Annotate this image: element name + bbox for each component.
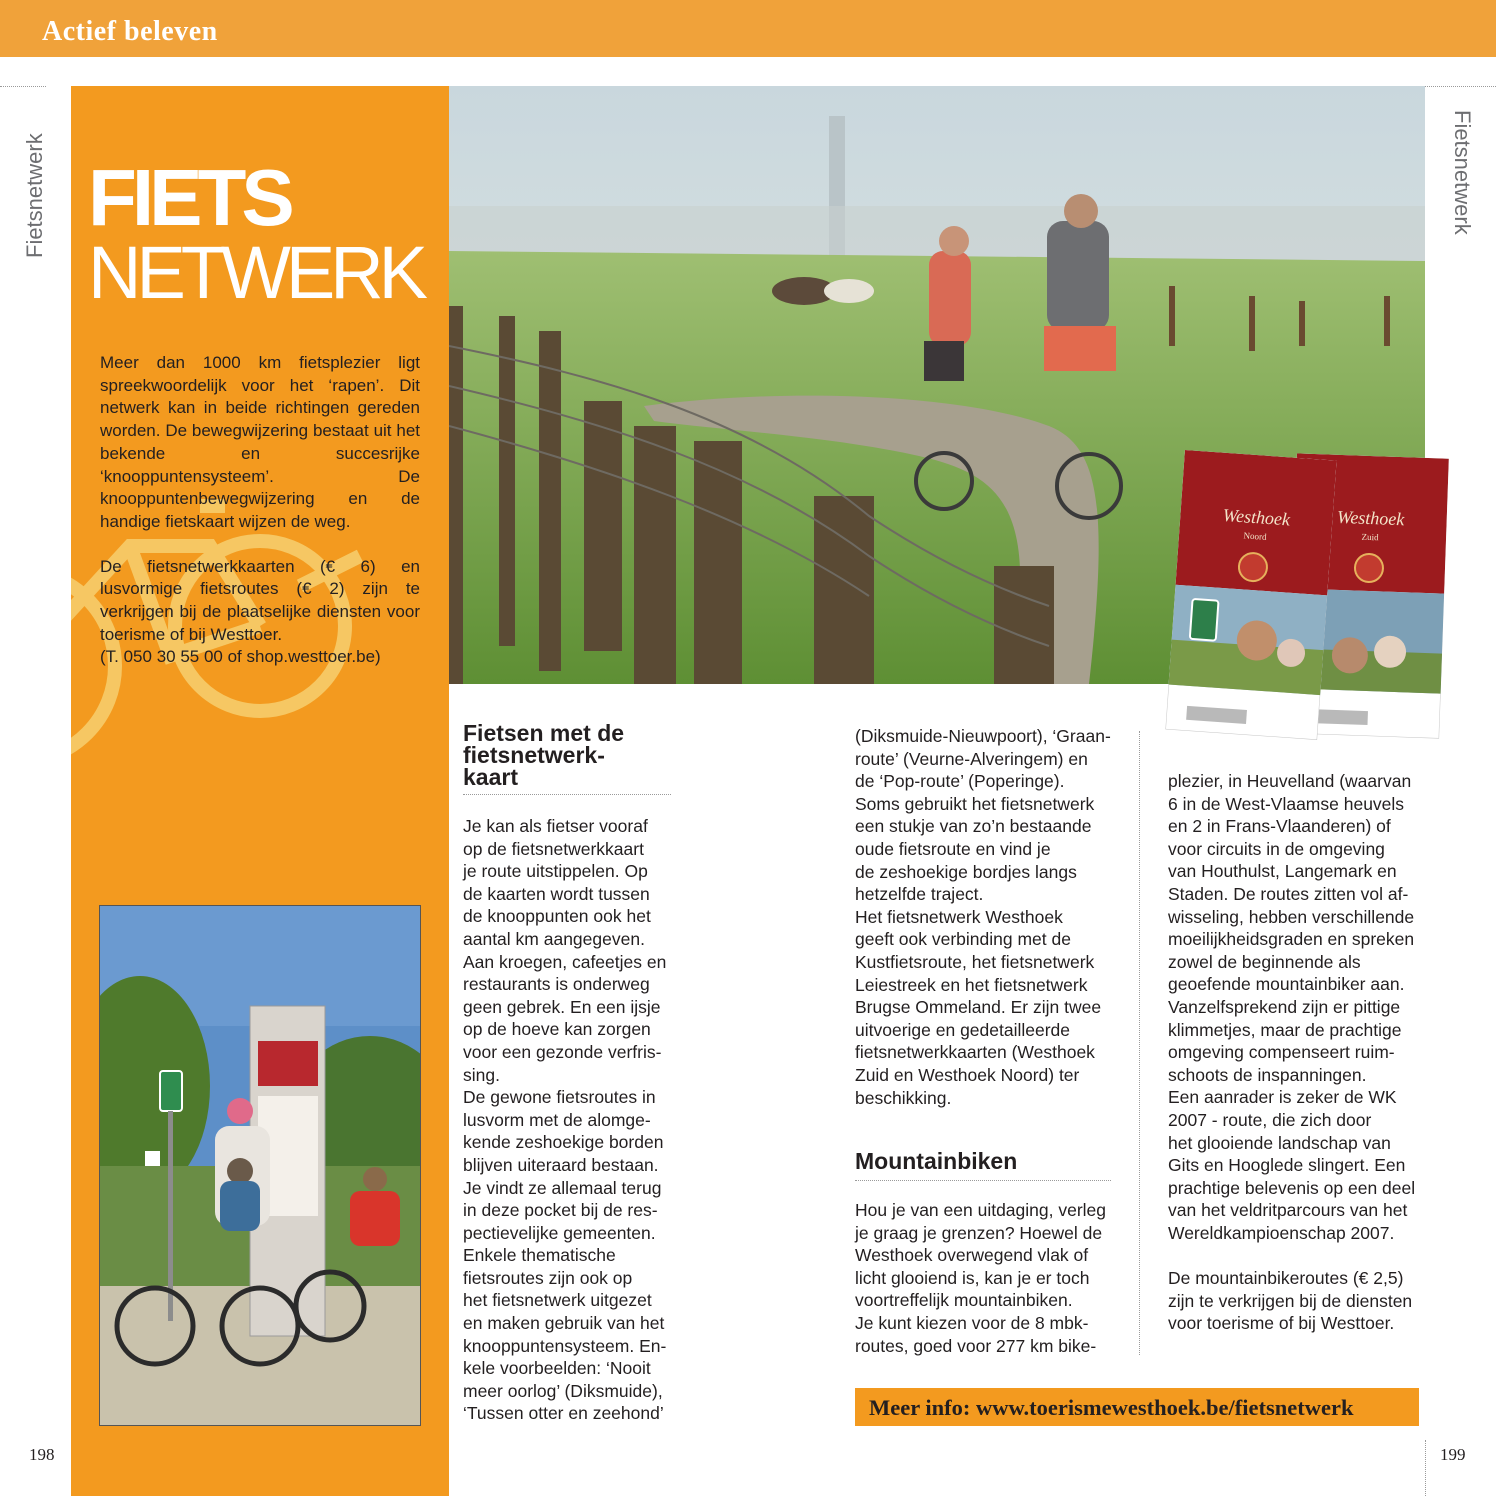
section-heading-mountainbiken: Mountainbiken <box>855 1148 1018 1174</box>
more-info-bar <box>855 1388 1419 1426</box>
side-label-right: Fietsnetwerk <box>1450 110 1475 235</box>
page-number-left: 198 <box>29 1445 55 1464</box>
column-divider <box>1139 731 1140 1355</box>
brochure-title: Westhoek <box>1222 504 1291 530</box>
section-heading-fietsen <box>463 722 673 788</box>
side-label-left: Fietsnetwerk <box>22 133 47 258</box>
heading-divider <box>463 794 671 795</box>
title-line-2: NETWERK <box>88 231 423 314</box>
heading-line: kaart <box>463 764 518 790</box>
section-title: Actief beleven <box>42 16 218 47</box>
heading-line: Fietsen met de <box>463 720 625 746</box>
intro-text <box>100 352 420 691</box>
family-map-photo <box>99 905 421 1426</box>
heading-divider <box>855 1180 1111 1181</box>
page-edge-divider <box>1425 1440 1426 1496</box>
intro-paragraph-2: De fietsnetwerkkaarten (€ 6) en lusvormige fietsroutes (€ 2) zijn te verkrijgen bij de plaatselijke diensten voor toerisme of bij Westtoer. <box>100 556 420 644</box>
heading-line: fietsnetwerk- <box>463 742 605 768</box>
title-line-1: FIETS <box>88 153 290 242</box>
brochure-subtitle: Zuid <box>1361 531 1379 543</box>
brochure-subtitle: Noord <box>1243 530 1267 542</box>
intro-contact: (T. 050 30 55 00 of shop.westtoer.be) <box>100 647 381 667</box>
section-header-bar <box>0 0 1496 57</box>
more-info-link[interactable]: Meer info: www.toerismewesthoek.be/fietsnetwerk <box>869 1395 1354 1420</box>
divider-left <box>0 86 46 87</box>
brochure-westhoek-noord <box>1165 450 1336 740</box>
divider-right <box>1425 86 1496 87</box>
intro-paragraph-1: Meer dan 1000 km fietsplezier ligt spreekwoordelijk voor het ‘rapen’. Dit netwerk kan in beide richtingen gereden worden. De bewegwijzering bestaat uit het bekende en succesrijke ‘knooppuntensysteem’. De knooppuntenbewegwijzering en de handige fietskaart wijzen de weg. <box>100 353 420 531</box>
article-column-2b: Hou je van een uitdaging, verleg je graag je grenzen? Hoewel de Westhoek overwegend vlak of licht glooiend is, kan je er toch voortreffelijk mountainbiken. Je kunt kiezen voor de 8 mbk- routes, goed voor 277 km bike- <box>855 1200 1107 1356</box>
brochure-title: Westhoek <box>1336 506 1405 530</box>
page-number-right: 199 <box>1440 1445 1466 1464</box>
article-column-3: plezier, in Heuvelland (waarvan 6 in de West-Vlaamse heuvels en 2 in Frans-Vlaanderen) of voor circuits in de omgeving van Houthulst, Langemark en Staden. De routes zitten vol af- wisseling, hebben verschillende moeilijkheidsgraden en spreken zowel de beginnende als geoefende mountainbiker aan. Vanzelfsprekend zijn er pittige klimmetjes, maar de prachtige omgeving compenseert ruim- schoots de inspanningen. Een aanrader is zeker de WK 2007 - route, die zich door het glooiende landschap van Gits en Hooglede slingert. Een prachtige belevenis op een deel van het veldritparcours van het Wereldkampioenschap 2007. De mountainbikeroutes (€ 2,5) zijn te verkrijgen bij de diensten voor toerisme of bij Westtoer. <box>1168 771 1416 1334</box>
article-column-2: (Diksmuide-Nieuwpoort), ‘Graan- route’ (Veurne-Alveringem) en de ‘Pop-route’ (Poperinge). Soms gebruikt het fietsnetwerk een stukje van zo’n bestaande oude fietsroute en vind je de zeshoekige bordjes langs hetzelfde traject. Het fietsnetwerk Westhoek geeft ook verbinding met de Kustfietsroute, het fietsnetwerk Leiestreek en het fietsnetwerk Brugse Ommeland. Er zijn twee uitvoerige en gedetailleerde fietsnetwerkkaarten (Westhoek Zuid en Westhoek Noord) ter beschikking. <box>855 726 1111 1108</box>
article-column-1: Je kan als fietser vooraf op de fietsnetwerkkaart je route uitstippelen. Op de kaarten wordt tussen de knooppunten ook het aantal km aangegeven. Aan kroegen, cafeetjes en restaurants is onderweg geen gebrek. En een ijsje op de hoeve kan zorgen voor een gezonde verfris- sing. De gewone fietsroutes in lusvorm met de alomge- kende zeshoekige borden blijven uiteraard bestaan. Je vindt ze allemaal terug in deze pocket bij de res- pectievelijke gemeenten. Enkele thematische fietsroutes zijn ook op het fietsnetwerk uitgezet en maken gebruik van het knooppuntensysteem. En- kele voorbeelden: ‘Nooit meer oorlog’ (Diksmuide), ‘Tussen otter en zeehond’ <box>463 816 667 1424</box>
